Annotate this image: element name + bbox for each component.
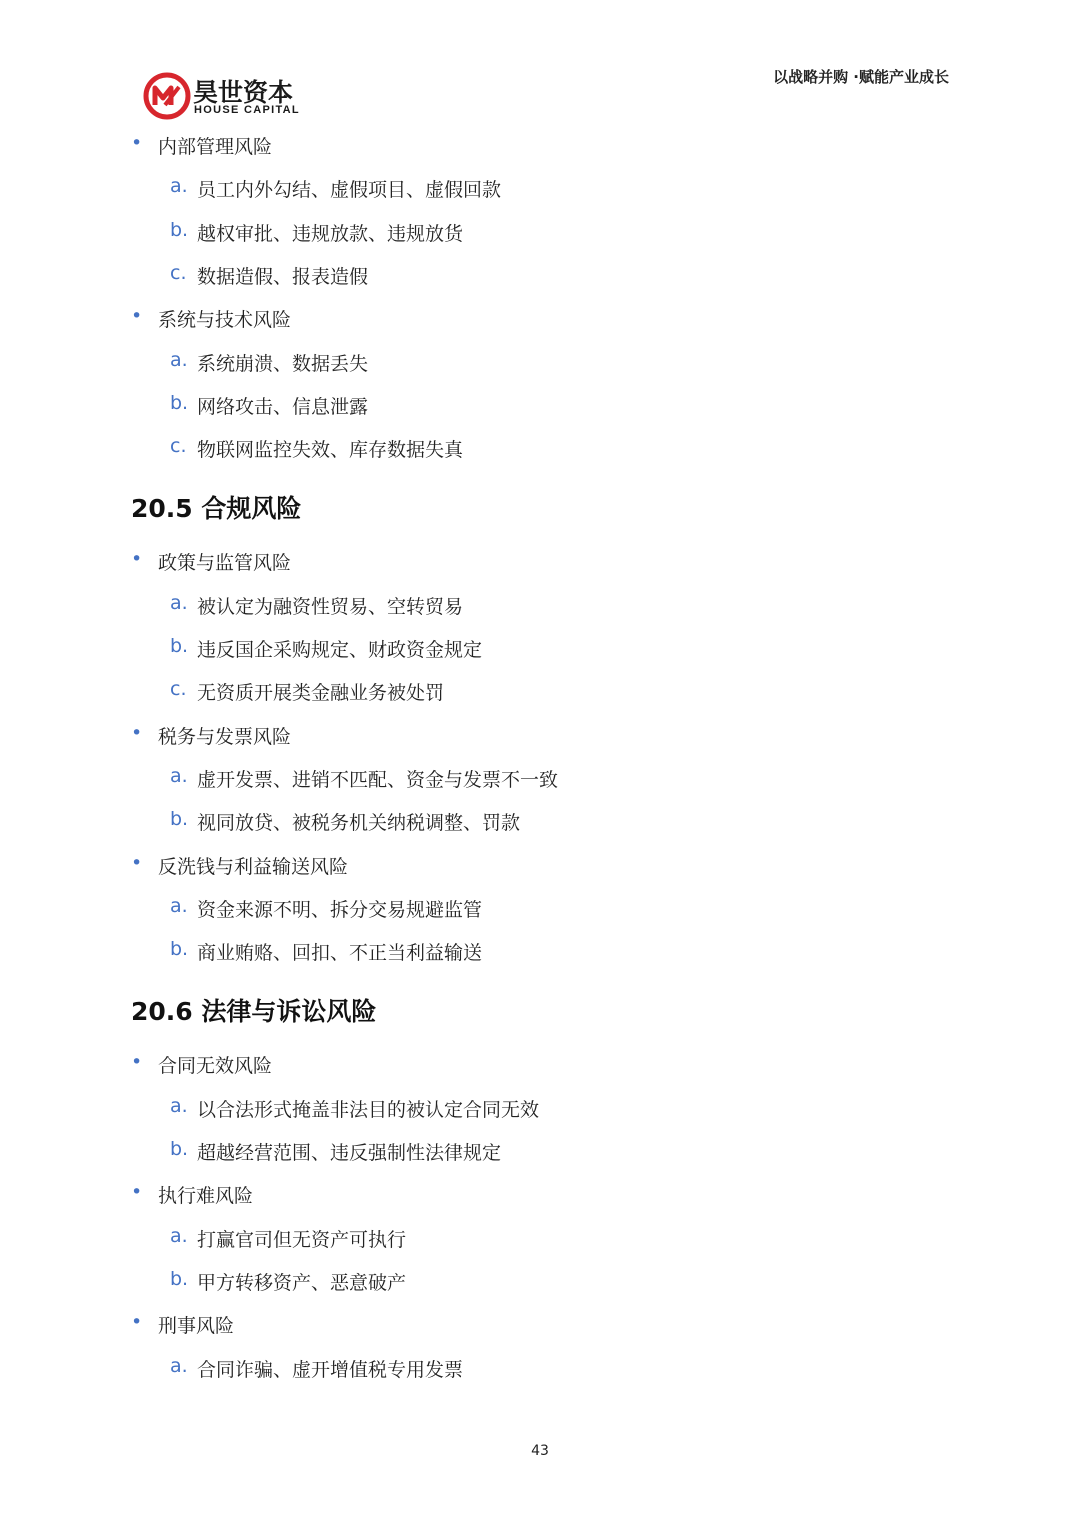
bullet-dot-icon: • — [131, 851, 143, 874]
sub-item-marker: c. — [170, 678, 187, 701]
sub-item-text: 打赢官司但无资产可执行 — [197, 1228, 407, 1251]
logo-chinese-name: 昊世资本 — [193, 78, 294, 107]
sub-item-marker: a. — [170, 764, 188, 787]
sub-item-text: 违反国企采购规定、财政资金规定 — [197, 639, 483, 661]
sub-item-marker: b. — [170, 1138, 189, 1160]
sub-item-text: 视同放贷、被税务机关纳税调整、罚款 — [197, 812, 521, 835]
sub-item-marker: b. — [170, 1267, 189, 1290]
bullet-text: 执行难风险 — [158, 1185, 254, 1208]
sub-item-marker: a. — [170, 591, 188, 614]
sub-item-marker: c. — [170, 435, 187, 458]
page-number: 43 — [531, 1443, 549, 1459]
bullet-dot-icon: • — [131, 1181, 143, 1204]
logo-english-name: HOUSE CAPITAL — [194, 104, 300, 116]
bullet-dot-icon: • — [131, 1311, 143, 1334]
sub-item-text: 数据造假、报表造假 — [197, 265, 369, 288]
sub-item-marker: c. — [170, 261, 187, 284]
house-capital-logo-icon — [143, 72, 191, 120]
sub-item-text: 以合法形式掩盖非法目的被认定合同无效 — [197, 1098, 540, 1121]
sub-item-text: 物联网监控失效、库存数据失真 — [197, 439, 464, 462]
sub-item-marker: a. — [170, 175, 188, 198]
sub-item-marker: b. — [170, 391, 189, 414]
sub-item-text: 被认定为融资性贸易、空转贸易 — [197, 595, 464, 618]
sub-item-marker: b. — [170, 218, 189, 241]
sub-item-text: 无资质开展类金融业务被处罚 — [197, 682, 445, 705]
sub-item-text: 商业贿赂、回扣、不正当利益输送 — [197, 942, 483, 965]
sub-item-marker: a. — [170, 348, 188, 371]
bullet-text: 系统与技术风险 — [158, 309, 292, 332]
section-heading: 20.5 合规风险 — [131, 494, 302, 524]
sub-item-text: 合同诈骗、虚开增值税专用发票 — [197, 1358, 464, 1381]
company-logo — [143, 72, 313, 122]
bullet-text: 刑事风险 — [158, 1315, 235, 1338]
section-heading: 20.6 法律与诉讼风险 — [131, 997, 377, 1027]
bullet-dot-icon: • — [131, 132, 143, 154]
sub-item-text: 员工内外勾结、虚假项目、虚假回款 — [197, 179, 502, 202]
bullet-text: 内部管理风险 — [158, 136, 273, 158]
bullet-text: 反洗钱与利益输送风险 — [158, 855, 349, 878]
sub-item-text: 虚开发票、进销不匹配、资金与发票不一致 — [197, 768, 559, 791]
sub-item-marker: b. — [170, 808, 189, 831]
sub-item-marker: a. — [170, 894, 188, 917]
header-slogan: 以战略并购 ·赋能产业成长 — [773, 68, 949, 86]
sub-item-text: 超越经营范围、违反强制性法律规定 — [197, 1142, 502, 1164]
bullet-dot-icon: • — [131, 305, 143, 328]
sub-item-marker: a. — [170, 1094, 188, 1117]
bullet-text: 合同无效风险 — [158, 1055, 273, 1078]
bullet-text: 税务与发票风险 — [158, 725, 292, 748]
bullet-dot-icon: • — [131, 1051, 143, 1074]
sub-item-text: 甲方转移资产、恶意破产 — [197, 1271, 407, 1294]
sub-item-marker: b. — [170, 938, 189, 961]
page-header — [0, 0, 1080, 130]
sub-item-marker: b. — [170, 635, 189, 657]
sub-item-text: 越权审批、违规放款、违规放货 — [197, 222, 464, 245]
sub-item-marker: a. — [170, 1354, 188, 1377]
sub-item-text: 网络攻击、信息泄露 — [197, 395, 369, 418]
sub-item-text: 资金来源不明、拆分交易规避监管 — [197, 898, 483, 921]
bullet-dot-icon: • — [131, 548, 143, 571]
bullet-dot-icon: • — [131, 721, 143, 744]
sub-item-text: 系统崩溃、数据丢失 — [197, 352, 369, 375]
bullet-text: 政策与监管风险 — [158, 552, 292, 575]
sub-item-marker: a. — [170, 1224, 188, 1247]
